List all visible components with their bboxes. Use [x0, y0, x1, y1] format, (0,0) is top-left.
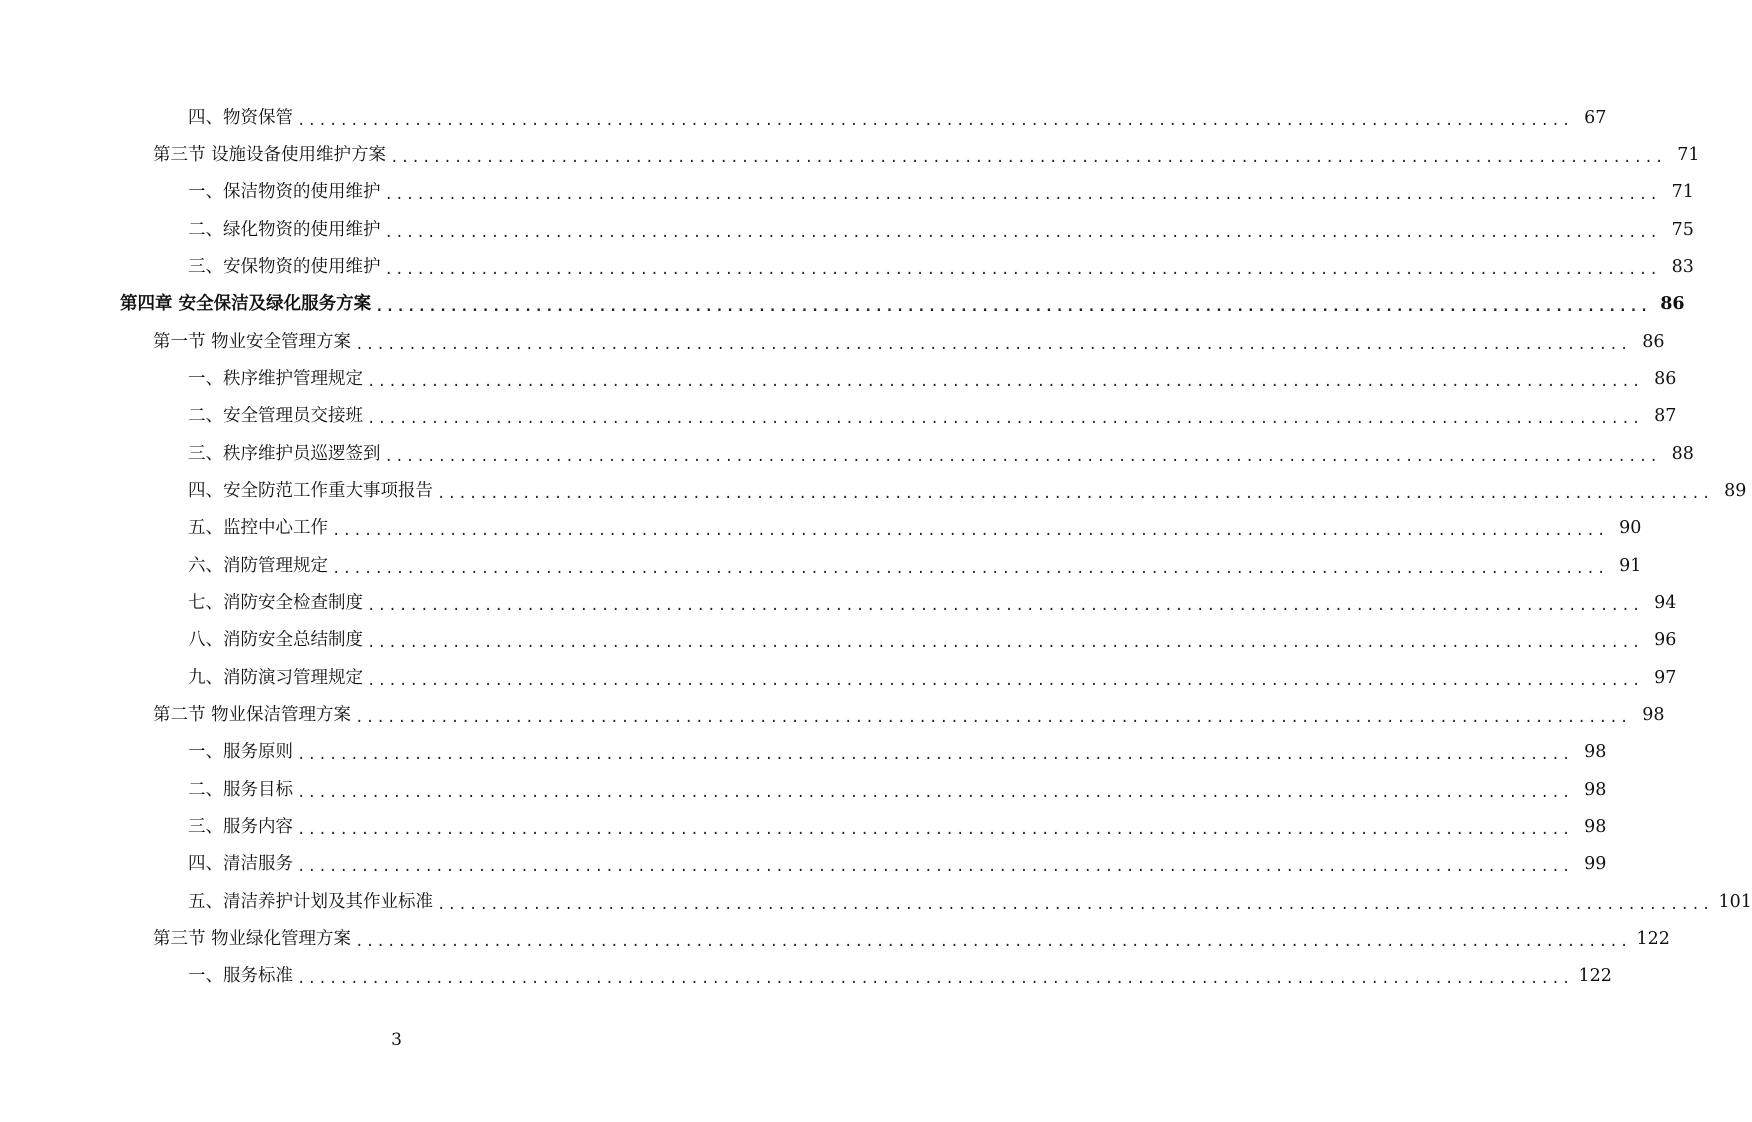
toc-entry[interactable] [188, 361, 1677, 398]
toc-entry-page: 83 [1671, 256, 1694, 277]
toc-entry[interactable] [153, 697, 1665, 734]
dot-leader: ........................................................................................................................ [355, 933, 1631, 950]
toc-entry-title: 第四章 安全保洁及绿化服务方案 [120, 293, 372, 314]
toc-entry-title: 四、安全防范工作重大事项报告 [188, 480, 433, 501]
toc-entry[interactable] [188, 622, 1677, 659]
toc-entry[interactable] [188, 510, 1642, 547]
toc-chapter-entry[interactable] [120, 286, 1685, 323]
toc-entry-title: 第三节 设施设备使用维护方案 [153, 144, 387, 165]
toc-entry[interactable] [188, 884, 1752, 921]
dot-leader: ........................................................................................................................ [437, 896, 1713, 913]
toc-entry-page: 94 [1654, 592, 1677, 613]
toc-entry-page: 71 [1677, 144, 1700, 165]
toc-entry[interactable] [188, 660, 1677, 697]
toc-entry-page: 101 [1718, 891, 1752, 912]
toc-entry-page: 88 [1671, 443, 1694, 464]
toc-entry-title: 三、安保物资的使用维护 [188, 256, 381, 277]
dot-leader: ........................................................................................................................ [332, 522, 1608, 539]
toc-entry[interactable] [188, 734, 1607, 771]
toc-entry-page: 122 [1578, 965, 1612, 986]
toc-entry-title: 六、消防管理规定 [188, 555, 328, 576]
page-number: 3 [391, 1030, 402, 1050]
dot-leader: ........................................................................................................................ [367, 373, 1643, 390]
toc-entry[interactable] [188, 100, 1607, 137]
toc-entry[interactable] [188, 809, 1607, 846]
toc-entry-title: 四、物资保管 [188, 107, 293, 128]
toc-entry-page: 91 [1619, 555, 1642, 576]
toc-entry-title: 第二节 物业保洁管理方案 [153, 704, 352, 725]
toc-entry-page: 67 [1584, 107, 1607, 128]
dot-leader: ........................................................................................................................ [437, 485, 1713, 502]
toc-entry-title: 四、清洁服务 [188, 853, 293, 874]
dot-leader: ........................................................................................................................ [367, 597, 1643, 614]
toc-entry-page: 98 [1642, 704, 1665, 725]
toc-entry-page: 87 [1654, 405, 1677, 426]
toc-entry[interactable] [153, 137, 1700, 174]
toc-entry-title: 三、秩序维护员巡逻签到 [188, 443, 381, 464]
dot-leader: ........................................................................................................................ [297, 858, 1573, 875]
dot-leader: ........................................................................................................................ [375, 298, 1651, 315]
dot-leader: ........................................................................................................................ [367, 672, 1643, 689]
dot-leader: ........................................................................................................................ [297, 821, 1573, 838]
toc-entry-title: 三、服务内容 [188, 816, 293, 837]
toc-entry-title: 第一节 物业安全管理方案 [153, 331, 352, 352]
toc-entry-title: 九、消防演习管理规定 [188, 667, 363, 688]
dot-leader: ........................................................................................................................ [297, 784, 1573, 801]
toc-entry-page: 98 [1584, 741, 1607, 762]
toc-entry-title: 一、保洁物资的使用维护 [188, 181, 381, 202]
toc-entry[interactable] [188, 772, 1607, 809]
toc-entry[interactable] [153, 921, 1670, 958]
toc-entry-title: 八、消防安全总结制度 [188, 629, 363, 650]
dot-leader: ........................................................................................................................ [367, 634, 1643, 651]
toc-entry-page: 98 [1584, 816, 1607, 837]
dot-leader: ........................................................................................................................ [355, 336, 1631, 353]
toc-entry-page: 122 [1636, 928, 1670, 949]
toc-entry-page: 97 [1654, 667, 1677, 688]
toc-entry-title: 五、清洁养护计划及其作业标准 [188, 891, 433, 912]
toc-entry-title: 二、绿化物资的使用维护 [188, 219, 381, 240]
toc-entry[interactable] [188, 436, 1694, 473]
toc-entry-page: 90 [1619, 517, 1642, 538]
dot-leader: ........................................................................................................................ [297, 746, 1573, 763]
toc-entry-title: 五、监控中心工作 [188, 517, 328, 538]
toc-entry[interactable] [188, 212, 1694, 249]
toc-entry[interactable] [188, 398, 1677, 435]
dot-leader: ........................................................................................................................ [384, 448, 1660, 465]
toc-entry-page: 96 [1654, 629, 1677, 650]
toc-entry-title: 二、安全管理员交接班 [188, 405, 363, 426]
toc-entry-title: 七、消防安全检查制度 [188, 592, 363, 613]
dot-leader: ........................................................................................................................ [384, 261, 1660, 278]
toc-entry-page: 98 [1584, 779, 1607, 800]
toc-entry-title: 二、服务目标 [188, 779, 293, 800]
toc-entry-page: 86 [1654, 368, 1677, 389]
dot-leader: ........................................................................................................................ [384, 186, 1660, 203]
toc-entry-page: 86 [1660, 293, 1685, 314]
toc-entry[interactable] [188, 585, 1677, 622]
toc-entry[interactable] [188, 174, 1694, 211]
toc-entry-page: 75 [1671, 219, 1694, 240]
toc-entry-page: 99 [1584, 853, 1607, 874]
dot-leader: ........................................................................................................................ [390, 149, 1666, 166]
toc-entry[interactable] [188, 473, 1747, 510]
dot-leader: ........................................................................................................................ [367, 410, 1643, 427]
toc-entry-title: 一、服务原则 [188, 741, 293, 762]
toc-entry[interactable] [188, 548, 1642, 585]
toc-entry[interactable] [188, 958, 1612, 995]
dot-leader: ........................................................................................................................ [332, 560, 1608, 577]
toc-entry[interactable] [153, 324, 1665, 361]
toc-entry-page: 71 [1671, 181, 1694, 202]
dot-leader: ........................................................................................................................ [297, 112, 1573, 129]
toc-entry-title: 第三节 物业绿化管理方案 [153, 928, 352, 949]
toc-entry-page: 86 [1642, 331, 1665, 352]
dot-leader: ........................................................................................................................ [355, 709, 1631, 726]
toc-entry-title: 一、服务标准 [188, 965, 293, 986]
dot-leader: ........................................................................................................................ [297, 970, 1573, 987]
dot-leader: ........................................................................................................................ [384, 224, 1660, 241]
toc-entry[interactable] [188, 846, 1607, 883]
toc-entry-title: 一、秩序维护管理规定 [188, 368, 363, 389]
toc-entry[interactable] [188, 249, 1694, 286]
toc-entry-page: 89 [1724, 480, 1747, 501]
